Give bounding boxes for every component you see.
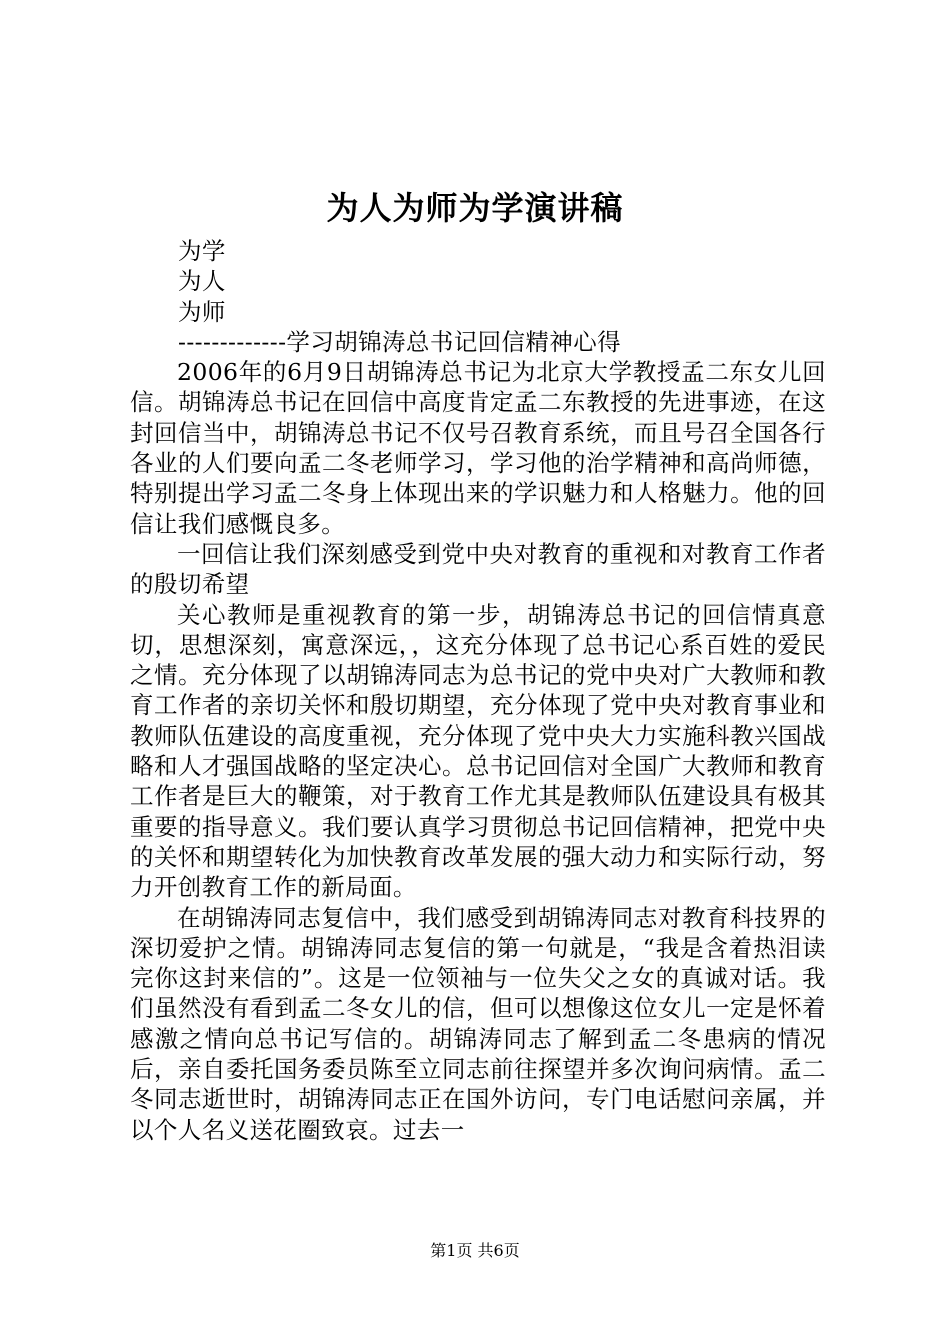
- document-title: 为人为师为学演讲稿: [326, 189, 624, 227]
- page-footer: 第1页 共6页: [430, 1241, 520, 1260]
- document-body: [130, 236, 826, 1145]
- subtitle-line: -------------学习胡锦涛总书记回信精神心得: [178, 327, 622, 356]
- paragraph: 一回信让我们深刻感受到党中央对教育的重视和对教育工作者的殷切希望: [130, 539, 826, 599]
- short-line-1: 为学: [178, 237, 226, 265]
- paragraph: 2006年的6月9日胡锦涛总书记为北京大学教授孟二东女儿回信。胡锦涛总书记在回信中高度肯定孟二东教授的先进事迹，在这封回信当中，胡锦涛总书记不仅号召教育系统，而且号召全国各行各业的人们要向孟二冬老师学习，学习他的治学精神和高尚师德，特别提出学习孟二冬身上体现出来的学识魅力和人格魅力。他的回信让我们感慨良多。: [130, 358, 826, 538]
- short-line-2: 为人: [178, 267, 226, 296]
- paragraph: 在胡锦涛同志复信中，我们感受到胡锦涛同志对教育科技界的深切爱护之情。胡锦涛同志复信的第一句就是，“我是含着热泪读完你这封来信的”。这是一位领袖与一位失父之女的真诚对话。我们虽然没有看到孟二冬女儿的信，但可以想像这位女儿一定是怀着感激之情向总书记写信的。胡锦涛同志了解到孟二冬患病的情况后，亲自委托国务委员陈至立同志前往探望并多次询问病情。孟二冬同志逝世时，胡锦涛同志正在国外访问，专门电话慰问亲属，并以个人名义送花圈致哀。过去一: [130, 903, 826, 1144]
- paragraph: 关心教师是重视教育的第一步，胡锦涛总书记的回信情真意切，思想深刻，寓意深远，，这充分体现了总书记心系百姓的爱民之情。充分体现了以胡锦涛同志为总书记的党中央对广大教师和教育工作者的亲切关怀和殷切期望，充分体现了党中央对教育事业和教师队伍建设的高度重视，充分体现了党中央大力实施科教兴国战略和人才强国战略的坚定决心。总书记回信对全国广大教师和教育工作者是巨大的鞭策，对于教育工作尤其是教师队伍建设具有极其重要的指导意义。我们要认真学习贯彻总书记回信精神，把党中央的关怀和期望转化为加快教育改革发展的强大动力和实际行动，努力开创教育工作的新局面。: [130, 600, 826, 902]
- short-line-3: 为师: [178, 297, 226, 326]
